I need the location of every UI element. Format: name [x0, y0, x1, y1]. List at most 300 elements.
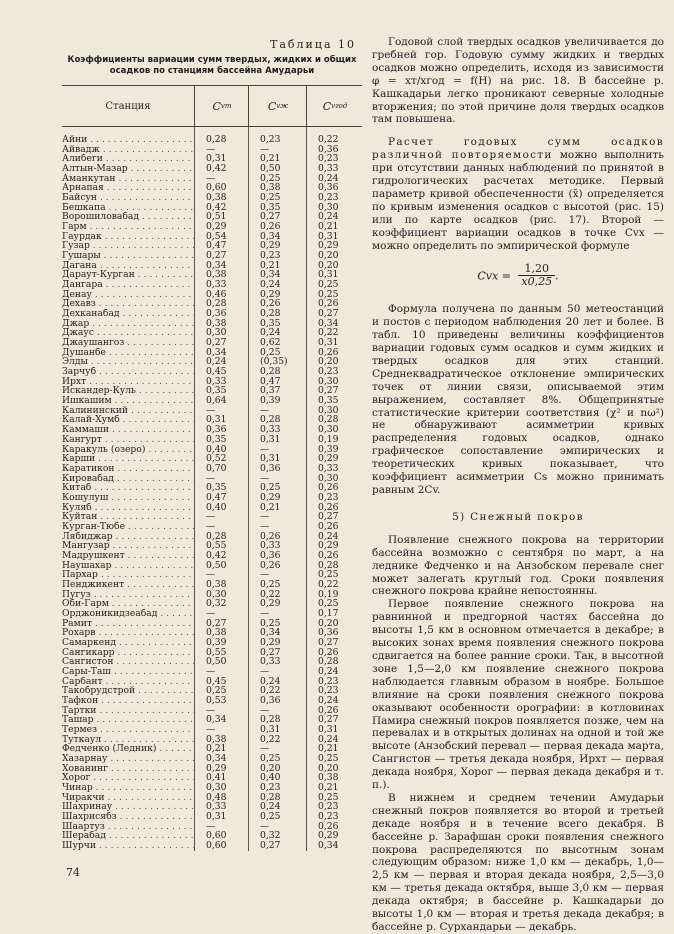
cv-liquid-value: 0,34: [260, 269, 281, 281]
station-name: Такобрудстрой . . .: [62, 686, 194, 696]
cv-solid-value: —: [206, 520, 216, 532]
cv-solid-value: 0,34: [206, 346, 227, 358]
header-cv-solid: C vт: [194, 86, 249, 126]
cv-solid-value: 0,52: [206, 453, 227, 465]
cv-annual-value: 0,25: [318, 753, 339, 764]
cv-liquid-value: 0,28: [260, 366, 281, 378]
cv-liquid-value: 0,22: [260, 685, 281, 697]
cv-annual-value: 0,25: [318, 598, 339, 610]
cv-annual-value: 0,22: [318, 134, 339, 145]
cv-annual-value: 0,23: [318, 685, 339, 697]
cv-liquid-value: —: [260, 743, 270, 755]
cv-solid-value: 0,34: [206, 753, 227, 764]
cv-annual-value: 0,26: [318, 704, 339, 716]
cv-annual-value: 0,36: [318, 627, 339, 639]
station-name: Дангара . . .: [62, 280, 194, 290]
cv-annual-value: 0,23: [318, 491, 339, 503]
station-name: Каммаши . . .: [62, 425, 194, 435]
cv-liquid-value: 0,36: [260, 694, 281, 706]
station-name: Кангурт . . .: [62, 435, 194, 445]
cv-solid-value: 0,48: [206, 791, 227, 803]
cv-solid-value: 0,27: [206, 617, 227, 629]
cv-liquid-value: 0,34: [260, 627, 281, 639]
cv-solid-value: 0,29: [206, 762, 227, 774]
cv-liquid-value: 0,28: [260, 308, 281, 320]
station-name: Самаркенд . . .: [62, 638, 194, 648]
cv-annual-value: 0,23: [318, 366, 339, 378]
cv-solid-value: 0,55: [206, 540, 227, 552]
cv-liquid-value: 0,27: [260, 840, 281, 852]
cv-liquid-value: 0,23: [260, 134, 281, 145]
station-name: Мадрушкент . . .: [62, 551, 194, 561]
cv-liquid-value: 0,24: [260, 801, 281, 813]
cv-annual-value: 0,19: [318, 433, 339, 445]
station-name: Наушахар . . .: [62, 561, 194, 571]
cv-liquid-value: 0,22: [260, 733, 281, 745]
cv-solid-value: 0,41: [206, 772, 227, 784]
cv-annual-value: 0,24: [318, 694, 339, 706]
cv-liquid-value: 0,23: [260, 782, 281, 794]
cv-annual-value: 0,28: [318, 414, 339, 426]
cv-annual-value: 0,22: [318, 327, 339, 339]
cv-liquid-value: 0,22: [260, 588, 281, 600]
cv-liquid-value: —: [260, 607, 270, 619]
cv-solid-value: 0,50: [206, 559, 227, 571]
station-name: Курган-Тюбе . . .: [62, 522, 194, 532]
cv-solid-value: —: [206, 665, 216, 677]
cv-liquid-value: 0,27: [260, 211, 281, 223]
station-name: Джаус . . .: [62, 328, 194, 338]
station-name: Рамит . . .: [62, 619, 194, 629]
station-name: Термез . . .: [62, 725, 194, 735]
cv-liquid-value: 0,25: [260, 172, 281, 184]
cv-annual-value: 0,23: [318, 192, 339, 204]
cv-liquid-value: 0,25: [260, 192, 281, 204]
cv-solid-value: 0,70: [206, 462, 227, 474]
cv-annual-value: 0,23: [318, 153, 339, 165]
paragraph: Расчет годовых сумм осадков различной повторяемости можно выполнить при отсутствии данных наблюдений по принятой в гидрологических расчетах методике. Первый параметр кривой обеспеченности (x̄) определяется по кривым изменения осадков с высотой (рис. 15) или по карте осадков (рис. 17). Второй — коэффициент вариации осадков в точке Cvx — можно определить по эмпирической формуле: [372, 136, 664, 252]
cv-solid-value: 0,45: [206, 675, 227, 687]
cv-solid-value: 0,31: [206, 811, 227, 823]
station-name: Хазарнау . . .: [62, 754, 194, 764]
cv-annual-value: 0,21: [318, 743, 339, 755]
cv-liquid-value: 0,25: [260, 811, 281, 823]
cv-liquid-value: 0,21: [260, 501, 281, 513]
station-name: Китаб . . .: [62, 483, 194, 493]
cv-solid-value: —: [206, 472, 216, 484]
cv-solid-value: 0,24: [206, 356, 227, 368]
cv-annual-value: 0,24: [318, 665, 339, 677]
table-body: [62, 135, 362, 851]
cv-annual-value: 0,26: [318, 346, 339, 358]
cv-annual-value: 0,35: [318, 395, 339, 407]
cv-liquid-value: 0,25: [260, 617, 281, 629]
cv-solid-value: 0,38: [206, 627, 227, 639]
station-name: Карши . . .: [62, 454, 194, 464]
cv-liquid-value: 0,24: [260, 327, 281, 339]
station-name: Шаартуз . . .: [62, 822, 194, 832]
cv-annual-value: 0,27: [318, 636, 339, 648]
station-name: Кошулуш . . .: [62, 493, 194, 503]
cv-annual-value: 0,28: [318, 656, 339, 668]
cv-solid-value: 0,42: [206, 549, 227, 561]
station-name: Рохарв . . .: [62, 628, 194, 638]
station-name: Чинар . . .: [62, 783, 194, 793]
cv-liquid-value: 0,35: [260, 317, 281, 329]
cv-solid-value: 0,33: [206, 279, 227, 291]
cv-liquid-value: 0,29: [260, 240, 281, 252]
cv-solid-value: 0,47: [206, 491, 227, 503]
station-name: Дехавз . . .: [62, 299, 194, 309]
table-number: Таблица 10: [270, 38, 356, 51]
cv-annual-value: 0,24: [318, 733, 339, 745]
cv-liquid-value: 0,38: [260, 182, 281, 194]
cv-annual-value: 0,29: [318, 453, 339, 465]
cv-annual-value: 0,31: [318, 230, 339, 242]
cv-liquid-value: 0,28: [260, 714, 281, 726]
cv-annual-value: 0,23: [318, 801, 339, 813]
cv-liquid-value: 0,24: [260, 675, 281, 687]
cv-solid-value: 0,27: [206, 250, 227, 262]
cv-annual-value: 0,26: [318, 646, 339, 658]
cv-solid-value: 0,35: [206, 433, 227, 445]
cv-annual-value: 0,27: [318, 511, 339, 523]
cv-annual-value: 0,27: [318, 308, 339, 320]
cv-annual-value: 0,31: [318, 269, 339, 281]
cv-liquid-value: —: [260, 404, 270, 416]
cv-liquid-value: 0,26: [260, 530, 281, 542]
cv-annual-value: 0,29: [318, 240, 339, 252]
station-name: Сарбант . . .: [62, 677, 194, 687]
station-name: Куйтан . . .: [62, 512, 194, 522]
cv-liquid-value: —: [260, 443, 270, 455]
cv-annual-value: 0,25: [318, 279, 339, 291]
cv-solid-value: —: [206, 143, 216, 155]
cv-liquid-value: 0,26: [260, 298, 281, 310]
cv-solid-value: —: [206, 172, 216, 184]
cv-solid-value: 0,36: [206, 424, 227, 436]
station-name: Денау . . .: [62, 290, 194, 300]
cv-solid-value: 0,54: [206, 230, 227, 242]
cv-annual-value: 0,27: [318, 714, 339, 726]
cv-liquid-value: 0,31: [260, 453, 281, 465]
cv-solid-value: 0,25: [206, 685, 227, 697]
cv-solid-value: 0,53: [206, 694, 227, 706]
cv-annual-value: 0,30: [318, 404, 339, 416]
paragraph: Годовой слой твердых осадков увеличивается до гребней гор. Годовую сумму жидких и твердых осадков можно определить, исходя из зависимости φ = xт/xгод = f(H) на рис. 18. В бассейне р. Кашкадарьи легко проникают северные холодные вторжения; по этой причине доля твердых осадков там повышена.: [372, 36, 664, 126]
cv-annual-value: 0,29: [318, 540, 339, 552]
cv-liquid-value: 0,31: [260, 433, 281, 445]
cv-solid-value: 0,38: [206, 733, 227, 745]
cv-annual-value: 0,20: [318, 762, 339, 774]
cv-annual-value: 0,20: [318, 617, 339, 629]
cv-liquid-value: 0,33: [260, 540, 281, 552]
station-name: Зарчуб . . .: [62, 367, 194, 377]
cv-annual-value: 0,26: [318, 482, 339, 494]
cv-annual-value: 0,26: [318, 549, 339, 561]
station-name: Каракуль (озеро) . . .: [62, 445, 194, 455]
cv-annual-value: 0,22: [318, 578, 339, 590]
station-name: Байсун . . .: [62, 193, 194, 203]
station-name: Мангузар . . .: [62, 541, 194, 551]
cv-solid-value: 0,31: [206, 414, 227, 426]
cv-annual-value: 0,36: [318, 143, 339, 155]
station-name: Ишкашим . . .: [62, 396, 194, 406]
cv-liquid-value: 0,25: [260, 346, 281, 358]
station-name: Душанбе . . .: [62, 348, 194, 358]
cv-liquid-value: 0,35: [260, 201, 281, 213]
cv-solid-value: 0,42: [206, 163, 227, 175]
cv-annual-value: 0,33: [318, 462, 339, 474]
station-name: Сары-Таш . . .: [62, 667, 194, 677]
cv-liquid-value: —: [260, 520, 270, 532]
cv-liquid-value: 0,36: [260, 462, 281, 474]
cv-annual-value: 0,28: [318, 559, 339, 571]
station-name: Джаушангоз . . .: [62, 338, 194, 348]
station-name: Калай-Хумб . . .: [62, 415, 194, 425]
cv-annual-value: 0,30: [318, 472, 339, 484]
station-name: Пугуз . . .: [62, 590, 194, 600]
station-name: Гушары . . .: [62, 251, 194, 261]
formula: Cvx = $\frac{1,20}{x0,25}$ .: [477, 261, 559, 289]
cv-solid-value: 0,28: [206, 298, 227, 310]
station-name: Калининский . . .: [62, 406, 194, 416]
station-name: Айвадж . . .: [62, 145, 194, 155]
cv-solid-value: 0,47: [206, 240, 227, 252]
header-cv-annual: C vгод: [306, 86, 363, 126]
cv-solid-value: 0,50: [206, 656, 227, 668]
cv-liquid-value: 0,25: [260, 482, 281, 494]
station-name: Алтын-Мазар . . .: [62, 164, 194, 174]
cv-solid-value: 0,33: [206, 801, 227, 813]
cv-solid-value: 0,38: [206, 269, 227, 281]
cv-solid-value: —: [206, 511, 216, 523]
station-name: Айни . . .: [62, 135, 194, 145]
cv-solid-value: 0,39: [206, 636, 227, 648]
station-name: Оби-Гарм . . .: [62, 599, 194, 609]
cv-annual-value: 0,25: [318, 288, 339, 300]
cv-solid-value: 0,36: [206, 308, 227, 320]
cv-solid-value: 0,55: [206, 646, 227, 658]
cv-annual-value: 0,17: [318, 607, 339, 619]
cv-solid-value: —: [206, 723, 216, 735]
paragraph: Появление снежного покрова на территории бассейна возможно с сентября по март, а на леднике Федченко и на Анзобском перевале снег может залегать круглый год. Сроки появления снежного покрова крайне непостоянны.: [372, 533, 664, 598]
station-name: Бешкапа . . .: [62, 203, 194, 213]
cv-solid-value: 0,32: [206, 598, 227, 610]
cv-solid-value: 0,33: [206, 375, 227, 387]
station-name: Тафкон . . .: [62, 696, 194, 706]
cv-liquid-value: 0,50: [260, 163, 281, 175]
station-name: Федченко (Ледник) . . .: [62, 744, 194, 754]
cv-liquid-value: 0,62: [260, 337, 281, 349]
cv-liquid-value: 0,28: [260, 414, 281, 426]
table-column: [62, 36, 362, 851]
table-title: Коэффициенты вариации сумм твердых, жидких и общих осадков по станциям бассейна Амударьи: [67, 55, 357, 76]
station-name: Кировабад . . .: [62, 474, 194, 484]
cv-liquid-value: 0,34: [260, 230, 281, 242]
cv-liquid-value: —: [260, 704, 270, 716]
station-name: Хорог . . .: [62, 773, 194, 783]
cv-annual-value: 0,20: [318, 250, 339, 262]
table-header: [62, 85, 362, 127]
cv-solid-value: 0,35: [206, 482, 227, 494]
station-name: Дехканабад . . .: [62, 309, 194, 319]
cv-liquid-value: 0,29: [260, 288, 281, 300]
station-name: Элды . . .: [62, 357, 194, 367]
paragraph-lead: Расчет годовых сумм осадков различной повторяемости: [372, 136, 664, 162]
cv-liquid-value: —: [260, 820, 270, 832]
cv-solid-value: 0,34: [206, 259, 227, 271]
station-name: Орджоникидзеабад . . .: [62, 609, 194, 619]
station-name: Тартки . . .: [62, 706, 194, 716]
cv-annual-value: 0,24: [318, 211, 339, 223]
paragraph: В нижнем и среднем течении Амударьи снежный покров появляется во второй и третьей декаде ноября и в течение всего декабря. В бассейне р. Зарафшан сроки появления снежного покрова распределяются по высотным зонам следующим образом: ниже 1,0 км — декабрь, 1,0—2,5 км — первая и вторая декада ноября, 2,5—3,0 км — третья декада октября, выше 3,0 км — первая декада октября; в бассейне р. Кашкадарьи до высоты 1,0 км — вторая и третья декада декабря; в бассейне р. Сурхандарьи — декабрь.: [372, 791, 664, 933]
cv-liquid-value: 0,21: [260, 259, 281, 271]
station-name: Ташар . . .: [62, 715, 194, 725]
cv-solid-value: —: [206, 404, 216, 416]
station-name: Шурчи . . .: [62, 841, 194, 851]
cv-liquid-value: 0,31: [260, 723, 281, 735]
cv-solid-value: 0,31: [206, 153, 227, 165]
cv-solid-value: 0,35: [206, 385, 227, 397]
station-name: Туткаул . . .: [62, 735, 194, 745]
cv-solid-value: 0,60: [206, 840, 227, 852]
cv-solid-value: 0,28: [206, 134, 227, 145]
station-name: Дараут-Курган . . .: [62, 270, 194, 280]
cv-liquid-value: 0,40: [260, 772, 281, 784]
cv-liquid-value: 0,36: [260, 549, 281, 561]
cv-annual-value: 0,24: [318, 530, 339, 542]
cv-liquid-value: 0,29: [260, 598, 281, 610]
station-name: Пенджикент . . .: [62, 580, 194, 590]
cv-liquid-value: 0,26: [260, 221, 281, 233]
station-name: Гузар . . .: [62, 241, 194, 251]
cv-annual-value: 0,31: [318, 337, 339, 349]
station-name: Хованинг . . .: [62, 764, 194, 774]
cv-solid-value: 0,28: [206, 530, 227, 542]
cv-solid-value: 0,45: [206, 366, 227, 378]
station-name: Каратикон . . .: [62, 464, 194, 474]
cv-annual-value: 0,27: [318, 385, 339, 397]
cv-liquid-value: 0,39: [260, 395, 281, 407]
station-name: Сангистон . . .: [62, 657, 194, 667]
text-column: [372, 36, 664, 934]
cv-liquid-value: 0,33: [260, 656, 281, 668]
cv-liquid-value: 0,37: [260, 385, 281, 397]
station-name: Ворошиловабад . . .: [62, 212, 194, 222]
station-name: Шахрисябз . . .: [62, 812, 194, 822]
station-name: Куляб . . .: [62, 503, 194, 513]
station-name: Шерабад . . .: [62, 831, 194, 841]
station-name: Джар . . .: [62, 319, 194, 329]
cv-annual-value: 0,36: [318, 182, 339, 194]
cv-annual-value: 0,26: [318, 520, 339, 532]
station-name: Гаурдак . . .: [62, 232, 194, 242]
cv-annual-value: 0,24: [318, 172, 339, 184]
station-name: Дагана . . .: [62, 261, 194, 271]
cv-annual-value: 0,31: [318, 723, 339, 735]
cv-liquid-value: 0,28: [260, 791, 281, 803]
cv-annual-value: 0,25: [318, 569, 339, 581]
paragraph: Первое появление снежного покрова на равнинной и предгорной частях бассейна до высоты 1,5 км в основном отмечается в декабре; в высоких зонах время появления снежного покрова сдвигается на более ранние сроки. Так, в высотной зоне 1,5—2,0 км появление снежного покрова наблюдается главным образом в ноябре. Большое влияние на сроки появления снежного покрова оказывают особенности орографии: в котловинах Памира снежный покров появляется позже, чем на перевалах и в открытых долинах на одной и той же высоте (Анзобский перевал — первая декада марта, Сангистон — третья декада ноября, Ирхт — первая декада ноября, Хорог — первая декада декабря и т. п.).: [372, 598, 664, 792]
cv-annual-value: 0,23: [318, 811, 339, 823]
cv-solid-value: 0,40: [206, 443, 227, 455]
cv-annual-value: 0,34: [318, 317, 339, 329]
station-name: Чиракчи . . .: [62, 793, 194, 803]
station-name: Арнапая . . .: [62, 183, 194, 193]
cv-annual-value: 0,21: [318, 782, 339, 794]
paragraph: Формула получена по данным 50 метеостанций и постов с периодом наблюдения 20 лет и более. В табл. 10 приведены величины коэффициентов вариации годовых сумм осадков и сумм жидких и твердых осадков для этих станций. Среднеквадратическое отклонение эмпирических точек от линии связи, описываемой этим выражением, составляет 8%. Общепринятые статистические критерии соответствия (χ² и nω²) не обнаруживают асимметрии кривых распределения годовых осадков, однако графическое сопоставление эмпирических и теоретических кривых показывает, что коэффициент асимметрии Cs можно принимать равным 2Cv.: [372, 303, 664, 496]
cv-solid-value: 0,34: [206, 714, 227, 726]
station-name: Сангикарр . . .: [62, 648, 194, 658]
cv-liquid-value: 0,26: [260, 559, 281, 571]
cv-annual-value: 0,21: [318, 221, 339, 233]
cv-solid-value: 0,38: [206, 192, 227, 204]
cv-solid-value: —: [206, 569, 216, 581]
page-number: 74: [66, 866, 80, 879]
cv-annual-value: 0,30: [318, 424, 339, 436]
cv-liquid-value: —: [260, 143, 270, 155]
header-cv-liquid: C vж: [248, 86, 307, 126]
cv-liquid-value: 0,23: [260, 250, 281, 262]
cv-solid-value: 0,51: [206, 211, 227, 223]
station-name: Шахринау . . .: [62, 802, 194, 812]
cv-annual-value: 0,26: [318, 298, 339, 310]
cv-solid-value: —: [206, 820, 216, 832]
cv-liquid-value: 0,27: [260, 646, 281, 658]
station-name: Аманкутан . . .: [62, 174, 194, 184]
cv-liquid-value: 0,20: [260, 762, 281, 774]
station-name: Ирхт . . .: [62, 377, 194, 387]
cv-liquid-value: 0,29: [260, 636, 281, 648]
cv-solid-value: 0,30: [206, 327, 227, 339]
cv-solid-value: —: [206, 607, 216, 619]
cv-annual-value: 0,33: [318, 163, 339, 175]
cv-solid-value: 0,38: [206, 317, 227, 329]
station-name: Алибеги . . .: [62, 154, 194, 164]
header-station: Станция: [105, 100, 151, 112]
cv-annual-value: 0,34: [318, 840, 339, 852]
cv-solid-value: 0,60: [206, 182, 227, 194]
cv-liquid-value: 0,25: [260, 578, 281, 590]
cv-solid-value: 0,21: [206, 743, 227, 755]
cv-annual-value: 0,25: [318, 791, 339, 803]
cv-solid-value: 0,46: [206, 288, 227, 300]
cv-annual-value: 0,30: [318, 201, 339, 213]
cv-liquid-value: —: [260, 511, 270, 523]
cv-annual-value: 0,20: [318, 356, 339, 368]
cv-liquid-value: —: [260, 569, 270, 581]
station-name: Гарм . . .: [62, 222, 194, 232]
cv-solid-value: 0,60: [206, 830, 227, 842]
cv-solid-value: 0,30: [206, 782, 227, 794]
cv-solid-value: 0,30: [206, 588, 227, 600]
cv-liquid-value: —: [260, 472, 270, 484]
cv-liquid-value: 0,25: [260, 753, 281, 764]
station-name: Пархар . . .: [62, 570, 194, 580]
cv-annual-value: 0,30: [318, 375, 339, 387]
cv-annual-value: 0,23: [318, 675, 339, 687]
cv-solid-value: 0,38: [206, 578, 227, 590]
cv-liquid-value: 0,32: [260, 830, 281, 842]
section-heading: 5) Снежный покров: [452, 510, 584, 523]
cv-liquid-value: 0,47: [260, 375, 281, 387]
station-name: Искандер-Куль . . .: [62, 386, 194, 396]
cv-solid-value: —: [206, 704, 216, 716]
cv-liquid-value: 0,24: [260, 279, 281, 291]
cv-liquid-value: —: [260, 665, 270, 677]
cv-annual-value: 0,20: [318, 259, 339, 271]
